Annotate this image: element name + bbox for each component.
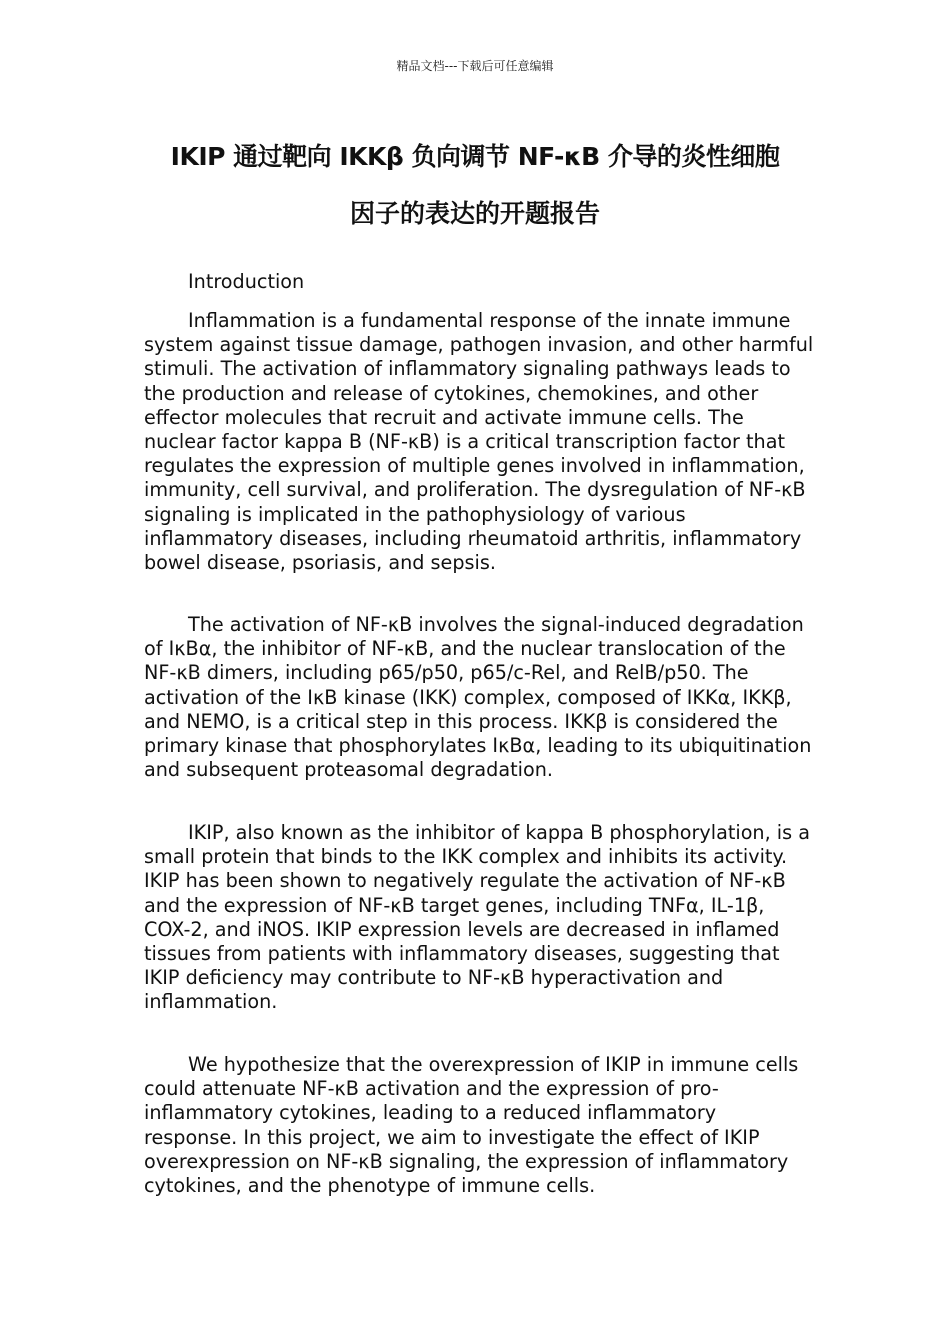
paragraph: The activation of NF-κB involves the signal-induced degradation of IκBα, the inhibitor of NF-κB, and the nuclear translocation of the NF-κB dimers, including p65/p50, p65/c-Rel, and RelB/p50. The activation of the IκB kinase (IKK) complex, composed of IKKα, IKKβ, and NEMO, is a critical step in this process. IKKβ is considered the primary kinase that phosphorylates IκBα, leading to its ubiquitination and subsequent proteasomal degradation. [144,613,812,782]
paragraph: Inflammation is a fundamental response of the innate immune system against tissue damage, pathogen invasion, and other harmful stimuli. The activation of inflammatory signaling pathways leads to the production and release of cytokines, chemokines, and other effector molecules that recruit and activate immune cells. The nuclear factor kappa B (NF-κB) is a critical transcription factor that regulates the expression of multiple genes involved in inflammation, immunity, cell survival, and proliferation. The dysregulation of NF-κB signaling is implicated in the pathophysiology of various inflammatory diseases, including rheumatoid arthritis, inflammatory bowel disease, psoriasis, and sepsis. [144,309,814,575]
document-title-line-2: 因子的表达的开题报告 [349,199,600,228]
paragraph: We hypothesize that the overexpression of IKIP in immune cells could attenuate NF-κB activation and the expression of pro-inflammatory cytokines, leading to a reduced inflammatory response. In this project, we aim to investigate the effect of IKIP overexpression on NF-κB signaling, the expression of inflammatory cytokines, and the phenotype of immune cells. [144,1053,799,1198]
paragraph: IKIP, also known as the inhibitor of kappa B phosphorylation, is a small protein that binds to the IKK complex and inhibits its activity. IKIP has been shown to negatively regulate the activation of NF-κB and the expression of NF-κB target genes, including TNFα, IL-1β, COX-2, and iNOS. IKIP expression levels are decreased in inflamed tissues from patients with inflammatory diseases, suggesting that IKIP deficiency may contribute to NF-κB hyperactivation and inflammation. [144,821,810,1014]
section-heading: Introduction [188,270,305,293]
page-header-watermark: 精品文档---下载后可任意编辑 [396,59,554,73]
document-title-line-1: IKIP 通过靶向 IKKβ 负向调节 NF-κB 介导的炎性细胞 [170,142,780,171]
